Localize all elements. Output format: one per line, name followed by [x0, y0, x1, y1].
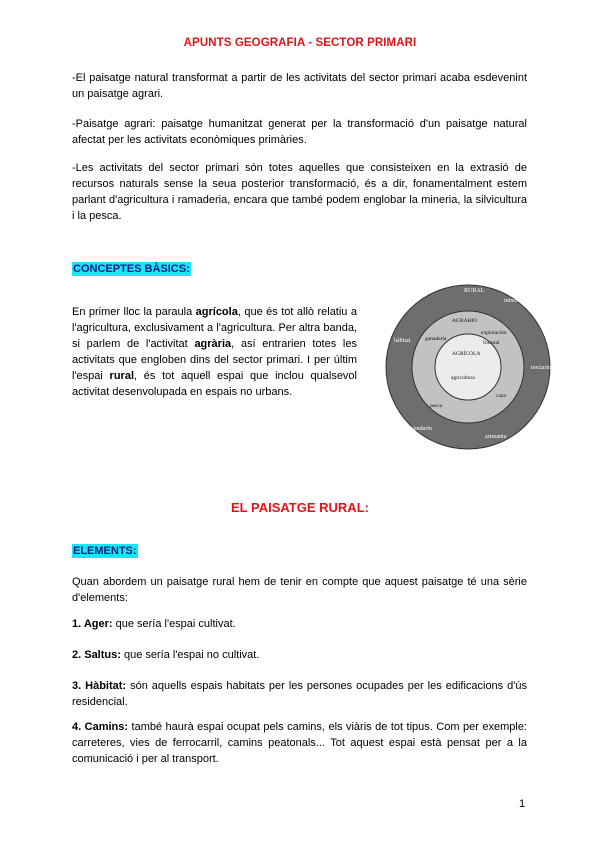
- elements-heading: ELEMENTS:: [73, 545, 137, 557]
- paragraph-natural-landscape: -El paisatge natural transformat a partir de les activitats del sector primari acaba esdevenint un paisatge agrari.: [72, 72, 527, 100]
- element-label: 4. Camins:: [72, 721, 129, 733]
- term-agraria: agrària: [194, 338, 232, 350]
- label-terciario: terciario: [531, 365, 551, 371]
- label-artesania: artesania: [485, 434, 507, 440]
- paragraph-agrarian-landscape: -Paisatge agrari: paisatge humanitzat generat per la transformació d'un paisatge natural afectat per les activitats econòmiques primàries.: [72, 118, 527, 146]
- label-ganaderia: ganadería: [425, 336, 447, 342]
- page-number: 1: [519, 798, 526, 810]
- element-text: que sería l'espai cultivat.: [112, 618, 236, 630]
- element-item-habitat: [72, 678, 527, 710]
- intro-text-4: , és tot aquell espai que inclou qualsevol activitat desenvolupada en espais no urbans.: [72, 370, 357, 398]
- element-item-saltus: [72, 647, 527, 663]
- term-agricola: agrícola: [195, 306, 238, 318]
- label-pesca: pesca: [430, 403, 443, 409]
- element-text: que sería l'espai no cultivat.: [120, 649, 260, 661]
- label-explotacion: explotación: [481, 330, 507, 336]
- label-mineria: mineria: [504, 298, 523, 304]
- element-text: són aquells espais habitats per les persones ocupades per les edificacions d'ús residencial.: [72, 680, 527, 708]
- concentric-rural-diagram: [368, 282, 568, 452]
- element-text: també haurà espai ocupat pels camins, els viàris de tot tipus. Com per exemple: carreteres, vies de ferrocarril, camins peatonals... Tot aquest espai està pensat per a la comunicació i per al transport.: [72, 721, 527, 765]
- section-title-rural-landscape: EL PAISATGE RURAL:: [231, 500, 369, 515]
- element-item-ager: [72, 616, 527, 632]
- intro-text-2: , que és tot allò relatiu a l'agricultura, exclusivament a l'agricultura. Per altra banda, si parlem de l'activitat: [72, 306, 357, 350]
- label-habitat: hàbitat: [394, 338, 411, 344]
- label-agricultura: agricultura: [451, 375, 475, 381]
- element-item-camins: [72, 719, 527, 767]
- intro-text-1: En primer lloc la paraula: [72, 306, 196, 318]
- document-title: APUNTS GEOGRAFIA - SECTOR PRIMARI: [183, 37, 417, 49]
- label-rural: RURAL: [464, 288, 485, 294]
- label-agrario: AGRARIO: [452, 318, 478, 324]
- concepts-heading: CONCEPTES BÀSICS:: [73, 263, 190, 275]
- label-caza: caza: [496, 393, 506, 399]
- concepts-paragraph: [72, 304, 357, 400]
- elements-intro: Quan abordem un paisatge rural hem de tenir en compte que aquest paisatge té una sèrie d'elements:: [72, 576, 527, 604]
- intro-text-3: , así entrarien totes les activitats que engloben dins del sector primari. I per últim l'espai: [72, 338, 357, 382]
- label-secundario: secundario: [406, 426, 432, 432]
- element-label: 2. Saltus:: [72, 649, 121, 661]
- element-label: 3. Hàbitat:: [72, 680, 127, 692]
- paragraph-primary-activities: -Les activitats del sector primari són totes aquelles que consisteixen en la extrasió de recursos naturals sense la seua posterior transformació, és a dir, fonamentalment estem parlant d'agricultura i ramaderia, encara que també podem englobar la mineria, la silvicultura i la pesca.: [72, 162, 527, 222]
- label-forestal: forestal: [483, 340, 500, 346]
- label-agricola: AGRÍCOLA: [452, 351, 481, 357]
- element-label: 1. Ager:: [72, 618, 113, 630]
- term-rural: rural: [109, 370, 135, 382]
